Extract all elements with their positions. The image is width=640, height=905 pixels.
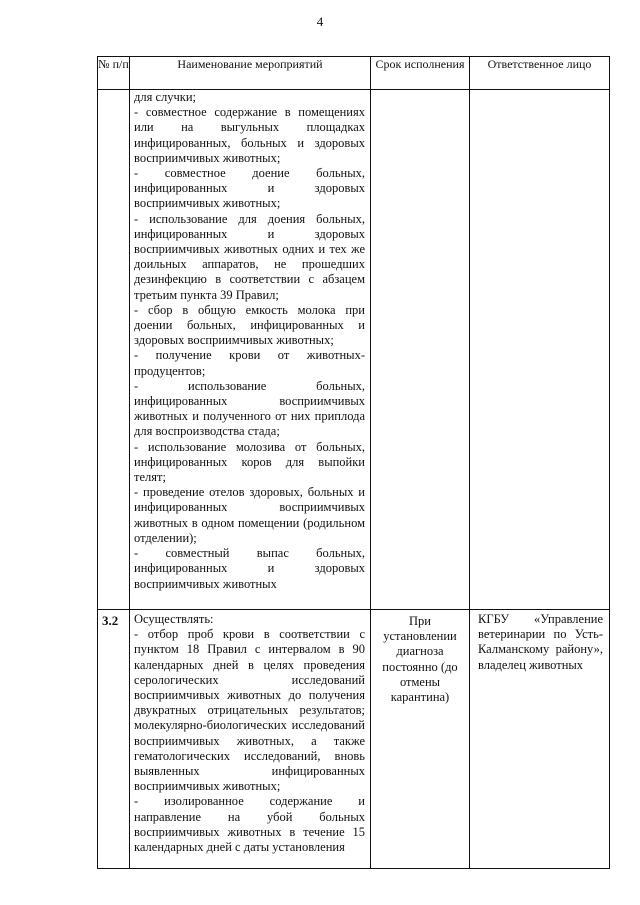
table-row — [98, 610, 610, 869]
row-number: 3.2 — [102, 613, 119, 628]
table-header-row — [98, 57, 610, 90]
row-num-cell — [98, 610, 130, 869]
row-measures-cell — [130, 90, 371, 610]
measures-text — [130, 610, 370, 855]
measure-line: - сбор в общую емкость молока при доении больных, инфицированных и здоровых восприимчивых животных; — [134, 302, 365, 348]
measure-line: - использование больных, инфицированных восприимчивых животных и полученного от них приплода для воспроизводства стада; — [134, 378, 365, 439]
page-number: 4 — [316, 14, 324, 29]
measure-line: - совместное доение больных, инфицированных и здоровых восприимчивых животных; — [134, 166, 365, 211]
measure-line: - совместное содержание в помещениях или на выгульных площадках инфицированных, больных и здоровых восприимчивых животных; — [134, 105, 365, 165]
header-term: Срок исполнения — [371, 57, 470, 90]
row-measures-cell — [130, 610, 371, 869]
row-responsible-cell — [470, 90, 610, 610]
measure-line: - проведение отелов здоровых, больных и инфицированных восприимчивых животных в одном помещении (родильном отделении); — [134, 485, 365, 545]
measure-line: - отбор проб крови в соответствии с пунктом 18 Правил с интервалом в 90 календарных дней в целях проведения серологических исследований восприимчивых животных до получения двукратных отрицательных результатов; молекулярно-биологических исследований восприимчивых животных, а также гематологических исследований, вновь выявленных инфицированных восприимчивых животных; — [134, 627, 365, 794]
row-term-cell — [371, 610, 470, 869]
row-term-cell — [371, 90, 470, 610]
measure-line: Осуществлять: — [134, 612, 214, 626]
measure-line: - совместный выпас больных, инфицированных и здоровых восприимчивых животных — [134, 546, 365, 591]
measure-line: - использование молозива от больных, инфицированных коров для выпойки телят; — [134, 439, 365, 485]
header-num: № п/п — [98, 57, 130, 90]
header-responsible: Ответственное лицо — [470, 57, 610, 90]
measures-text — [130, 90, 370, 592]
header-name: Наименование мероприятий — [130, 57, 371, 90]
responsible-text: КГБУ «Управление ветеринарии по Усть-Калманскому району», владелец животных — [478, 612, 603, 672]
row-responsible-cell — [470, 610, 610, 869]
term-text: При установлении диагноза постоянно (до отмены карантина) — [382, 614, 458, 705]
measure-line: - изолированное содержание и направление на убой больных восприимчивых животных в течение 15 календарных дней с даты установления — [134, 794, 365, 855]
row-num-cell — [98, 90, 130, 610]
measure-line: для случки; — [134, 90, 197, 104]
measure-line: - получение крови от животных-продуцентов; — [134, 348, 365, 378]
measure-line: - использование для доения больных, инфицированных и здоровых восприимчивых животных одних и тех же доильных аппаратов, не прошедших дезинфекцию в соответствии с абзацем третьим пункта 39 Правил; — [134, 211, 365, 302]
measures-table — [97, 56, 610, 869]
table-row — [98, 90, 610, 610]
